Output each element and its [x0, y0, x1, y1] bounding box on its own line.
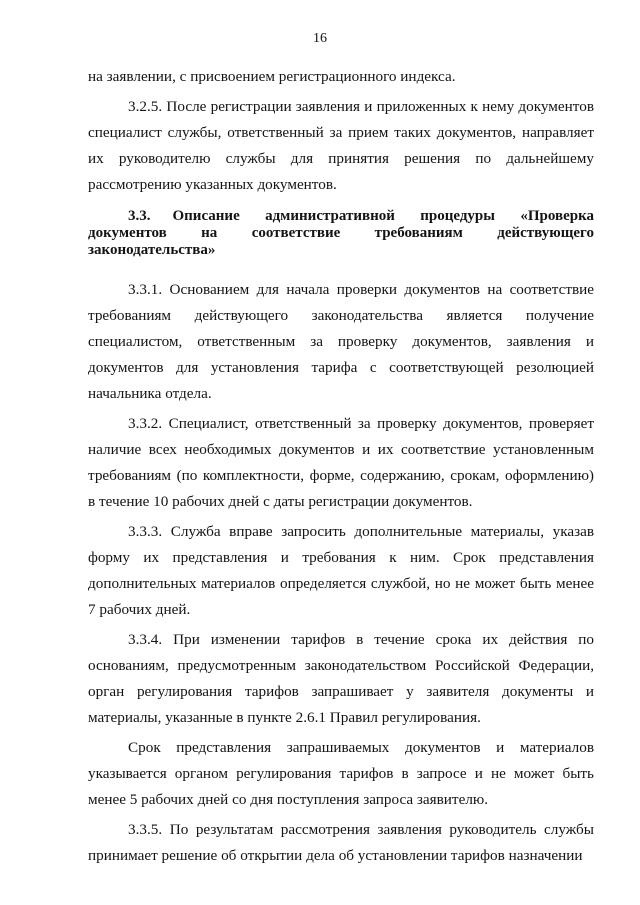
paragraph-3-3-4-deadline: Срок представления запрашиваемых документов и материалов указывается органом регулирования тарифов в запросе и не может быть менее 5 рабочих дней со дня поступления запроса заявителю. — [88, 739, 594, 808]
section-title: Описание административной процедуры «Проверка документов на соответствие требованиям действующего законодательства» — [88, 208, 594, 258]
paragraph-3-3-1: 3.3.1. Основанием для начала проверки документов на соответствие требованиям действующего законодательства является получение специалистом, ответственным за проверку документов, заявления и документов для установления тарифа с соответствующей резолюцией начальника отдела. — [88, 281, 594, 402]
paragraph-3-3-2: 3.3.2. Специалист, ответственный за проверку документов, проверяет наличие всех необходимых документов и их соответствие установленным требованиям (по комплектности, форме, содержанию, срокам, оформлению) в течение 10 рабочих дней с даты регистрации документов. — [88, 415, 594, 510]
paragraph-continuation: на заявлении, с присвоением регистрационного индекса. — [88, 68, 456, 85]
paragraph-3-3-5: 3.3.5. По результатам рассмотрения заявления руководитель службы принимает решение об открытии дела об установлении тарифов назначении — [88, 821, 594, 864]
paragraph-3-3-4: 3.3.4. При изменении тарифов в течение срока их действия по основаниям, предусмотренным законодательством Российской Федерации, орган регулирования тарифов запрашивает у заявителя документы и материалы, указанные в пункте 2.6.1 Правил регулирования. — [88, 631, 594, 726]
section-number: 3.3. — [128, 208, 151, 224]
paragraph-3-3-3: 3.3.3. Служба вправе запросить дополнительные материалы, указав форму их представления и требования к ним. Срок представления дополнительных материалов определяется службой, но не может быть менее 7 рабочих дней. — [88, 523, 594, 618]
section-heading-3-3 — [88, 208, 594, 259]
document-body — [88, 64, 594, 869]
paragraph-3-2-5: 3.2.5. После регистрации заявления и приложенных к нему документов специалист службы, ответственный за прием таких документов, направляет их руководителю службы для принятия решения по дальнейшему рассмотрению указанных документов. — [88, 98, 594, 193]
page-number: 16 — [313, 31, 327, 46]
